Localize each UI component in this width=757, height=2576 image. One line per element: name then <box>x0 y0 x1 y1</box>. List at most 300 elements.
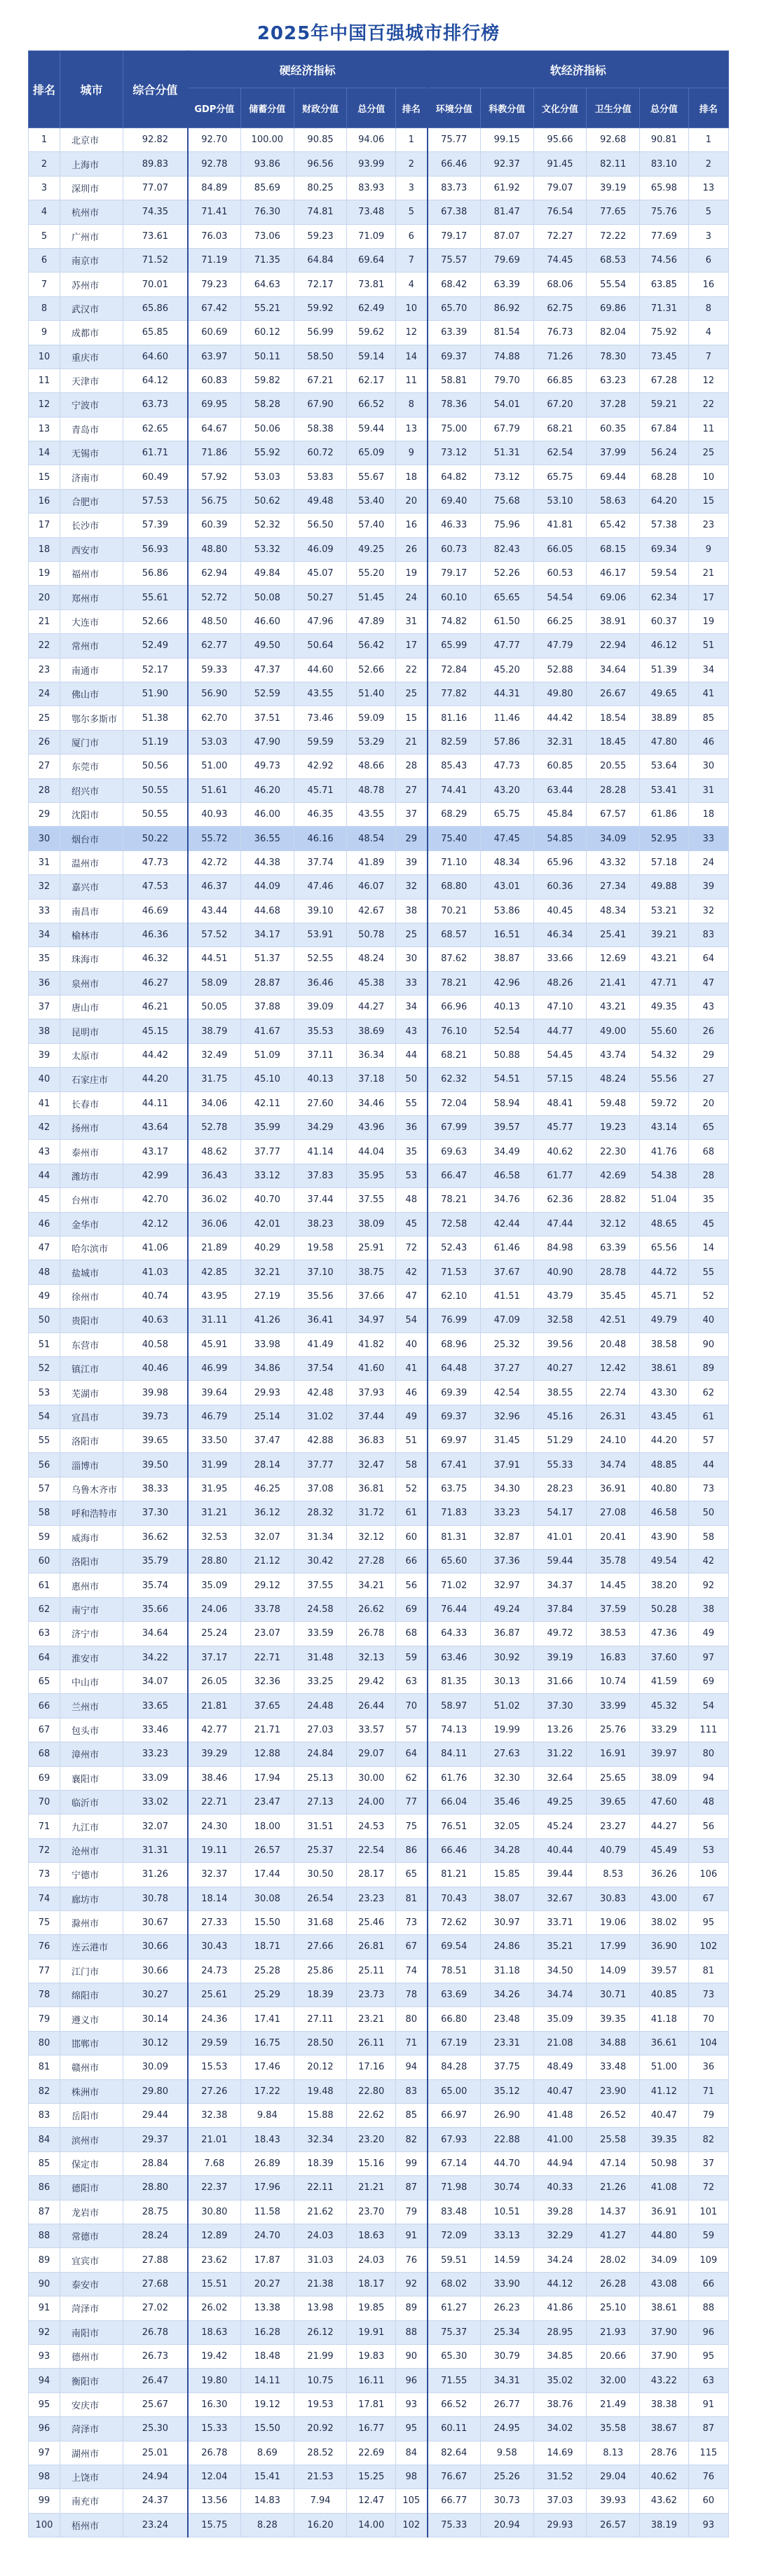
hard-rank-cell: 68 <box>396 1622 428 1646</box>
rank-cell: 13 <box>29 417 60 441</box>
header-science-edu: 科教分值 <box>480 88 533 128</box>
gdp-cell: 56.90 <box>188 682 241 705</box>
hard-rank-cell: 105 <box>396 2489 428 2513</box>
rank-cell: 6 <box>29 248 60 272</box>
finance-cell: 53.91 <box>294 923 347 946</box>
science-edu-cell: 79.69 <box>480 248 533 272</box>
rank-cell: 4 <box>29 200 60 224</box>
hard-total-cell: 37.18 <box>347 1068 396 1091</box>
table-row <box>29 1718 729 1742</box>
environment-cell: 74.13 <box>428 1718 481 1742</box>
savings-cell: 36.12 <box>240 1501 294 1525</box>
science-edu-cell: 54.51 <box>480 1068 533 1091</box>
rank-cell: 67 <box>29 1718 60 1742</box>
gdp-cell: 67.42 <box>188 296 241 320</box>
environment-cell: 75.00 <box>428 417 481 441</box>
culture-cell: 72.27 <box>533 224 587 248</box>
soft-total-cell: 67.28 <box>640 369 689 392</box>
soft-rank-cell: 20 <box>688 1091 728 1115</box>
hard-rank-cell: 61 <box>396 1501 428 1525</box>
finance-cell: 21.53 <box>294 2465 347 2488</box>
soft-rank-cell: 14 <box>688 1236 728 1260</box>
finance-cell: 45.07 <box>294 562 347 586</box>
science-edu-cell: 30.13 <box>480 1670 533 1694</box>
city-cell: 长沙市 <box>60 514 123 537</box>
rank-cell: 48 <box>29 1260 60 1284</box>
hard-total-cell: 22.54 <box>347 1838 396 1862</box>
hard-rank-cell: 27 <box>396 778 428 802</box>
savings-cell: 25.28 <box>240 1959 294 1983</box>
soft-rank-cell: 81 <box>688 1959 728 1983</box>
environment-cell: 81.16 <box>428 706 481 730</box>
total-cell: 34.64 <box>123 1622 188 1646</box>
savings-cell: 45.10 <box>240 1068 294 1091</box>
science-edu-cell: 99.15 <box>480 128 533 152</box>
culture-cell: 49.80 <box>533 682 587 705</box>
culture-cell: 79.07 <box>533 176 587 200</box>
health-cell: 19.23 <box>587 1116 640 1140</box>
total-cell: 92.82 <box>123 128 188 152</box>
health-cell: 12.42 <box>587 1356 640 1380</box>
culture-cell: 44.94 <box>533 2151 587 2175</box>
science-edu-cell: 33.23 <box>480 1501 533 1525</box>
hard-total-cell: 44.04 <box>347 1140 396 1164</box>
hard-total-cell: 24.00 <box>347 1790 396 1814</box>
city-cell: 中山市 <box>60 1670 123 1694</box>
finance-cell: 24.48 <box>294 1694 347 1718</box>
total-cell: 64.60 <box>123 345 188 369</box>
environment-cell: 84.11 <box>428 1742 481 1766</box>
soft-total-cell: 65.98 <box>640 176 689 200</box>
hard-rank-cell: 17 <box>396 634 428 658</box>
total-cell: 30.09 <box>123 2055 188 2079</box>
table-row <box>29 2151 729 2175</box>
finance-cell: 15.88 <box>294 2104 347 2128</box>
soft-total-cell: 59.72 <box>640 1091 689 1115</box>
hard-rank-cell: 3 <box>396 176 428 200</box>
soft-total-cell: 61.86 <box>640 802 689 826</box>
header-rank: 排名 <box>29 51 60 128</box>
soft-rank-cell: 42 <box>688 1550 728 1573</box>
soft-total-cell: 75.92 <box>640 321 689 345</box>
finance-cell: 24.58 <box>294 1597 347 1621</box>
health-cell: 29.04 <box>587 2465 640 2488</box>
science-edu-cell: 30.92 <box>480 1646 533 1669</box>
finance-cell: 74.81 <box>294 200 347 224</box>
hard-total-cell: 23.70 <box>347 2200 396 2224</box>
gdp-cell: 92.78 <box>188 152 241 176</box>
total-cell: 30.27 <box>123 1983 188 2007</box>
savings-cell: 37.88 <box>240 996 294 1019</box>
soft-rank-cell: 82 <box>688 2128 728 2151</box>
soft-rank-cell: 44 <box>688 1453 728 1477</box>
health-cell: 49.00 <box>587 1019 640 1043</box>
table-row <box>29 2296 729 2320</box>
total-cell: 40.63 <box>123 1309 188 1332</box>
finance-cell: 40.13 <box>294 1068 347 1091</box>
soft-rank-cell: 36 <box>688 2055 728 2079</box>
gdp-cell: 22.71 <box>188 1790 241 1814</box>
soft-rank-cell: 48 <box>688 1790 728 1814</box>
science-edu-cell: 87.07 <box>480 224 533 248</box>
finance-cell: 42.92 <box>294 755 347 778</box>
city-cell: 绍兴市 <box>60 778 123 802</box>
city-cell: 九江市 <box>60 1814 123 1838</box>
table-row <box>29 1019 729 1043</box>
hard-total-cell: 62.49 <box>347 296 396 320</box>
soft-total-cell: 38.02 <box>640 1910 689 1934</box>
science-edu-cell: 14.59 <box>480 2248 533 2272</box>
soft-rank-cell: 88 <box>688 2296 728 2320</box>
total-cell: 73.61 <box>123 224 188 248</box>
soft-rank-cell: 104 <box>688 2031 728 2055</box>
savings-cell: 17.41 <box>240 2007 294 2031</box>
environment-cell: 69.37 <box>428 345 481 369</box>
soft-total-cell: 49.54 <box>640 1550 689 1573</box>
rank-cell: 65 <box>29 1670 60 1694</box>
hard-total-cell: 71.09 <box>347 224 396 248</box>
city-cell: 济南市 <box>60 465 123 489</box>
soft-total-cell: 43.14 <box>640 1116 689 1140</box>
soft-rank-cell: 13 <box>688 176 728 200</box>
city-cell: 安庆市 <box>60 2392 123 2416</box>
health-cell: 39.19 <box>587 176 640 200</box>
finance-cell: 24.84 <box>294 1742 347 1766</box>
finance-cell: 43.55 <box>294 682 347 705</box>
environment-cell: 81.21 <box>428 1863 481 1887</box>
total-cell: 29.80 <box>123 2079 188 2103</box>
culture-cell: 52.88 <box>533 658 587 682</box>
savings-cell: 17.87 <box>240 2248 294 2272</box>
savings-cell: 18.00 <box>240 1814 294 1838</box>
hard-rank-cell: 89 <box>396 2296 428 2320</box>
culture-cell: 68.06 <box>533 273 587 296</box>
environment-cell: 75.37 <box>428 2320 481 2344</box>
soft-total-cell: 43.00 <box>640 1887 689 1910</box>
finance-cell: 21.99 <box>294 2344 347 2368</box>
health-cell: 28.02 <box>587 2248 640 2272</box>
gdp-cell: 7.68 <box>188 2151 241 2175</box>
finance-cell: 59.59 <box>294 730 347 754</box>
table-row <box>29 1405 729 1428</box>
header-health: 卫生分值 <box>587 88 640 128</box>
gdp-cell: 19.80 <box>188 2369 241 2392</box>
soft-rank-cell: 69 <box>688 1670 728 1694</box>
science-edu-cell: 82.43 <box>480 537 533 561</box>
city-cell: 嘉兴市 <box>60 875 123 899</box>
soft-rank-cell: 49 <box>688 1622 728 1646</box>
gdp-cell: 60.39 <box>188 514 241 537</box>
environment-cell: 71.98 <box>428 2176 481 2200</box>
soft-total-cell: 44.27 <box>640 1814 689 1838</box>
gdp-cell: 15.53 <box>188 2055 241 2079</box>
gdp-cell: 37.17 <box>188 1646 241 1669</box>
finance-cell: 46.16 <box>294 827 347 850</box>
soft-rank-cell: 9 <box>688 537 728 561</box>
total-cell: 26.78 <box>123 2320 188 2344</box>
culture-cell: 44.42 <box>533 706 587 730</box>
table-row <box>29 1260 729 1284</box>
city-cell: 镇江市 <box>60 1356 123 1380</box>
table-row <box>29 1790 729 1814</box>
culture-cell: 32.31 <box>533 730 587 754</box>
soft-rank-cell: 91 <box>688 2392 728 2416</box>
culture-cell: 61.77 <box>533 1164 587 1187</box>
table-row <box>29 1140 729 1164</box>
table-row <box>29 2224 729 2247</box>
gdp-cell: 59.33 <box>188 658 241 682</box>
gdp-cell: 71.41 <box>188 200 241 224</box>
health-cell: 47.14 <box>587 2151 640 2175</box>
rank-cell: 63 <box>29 1622 60 1646</box>
soft-rank-cell: 47 <box>688 971 728 995</box>
soft-total-cell: 38.61 <box>640 2296 689 2320</box>
total-cell: 52.66 <box>123 609 188 633</box>
total-cell: 43.17 <box>123 1140 188 1164</box>
hard-total-cell: 46.07 <box>347 875 396 899</box>
soft-total-cell: 53.21 <box>640 899 689 923</box>
gdp-cell: 58.09 <box>188 971 241 995</box>
environment-cell: 66.04 <box>428 1790 481 1814</box>
soft-total-cell: 41.12 <box>640 2079 689 2103</box>
health-cell: 35.78 <box>587 1550 640 1573</box>
finance-cell: 27.11 <box>294 2007 347 2031</box>
savings-cell: 27.19 <box>240 1284 294 1308</box>
finance-cell: 25.37 <box>294 1838 347 1862</box>
environment-cell: 77.82 <box>428 682 481 705</box>
city-cell: 包头市 <box>60 1718 123 1742</box>
hard-total-cell: 12.47 <box>347 2489 396 2513</box>
city-cell: 石家庄市 <box>60 1068 123 1091</box>
hard-rank-cell: 77 <box>396 1790 428 1814</box>
hard-total-cell: 55.67 <box>347 465 396 489</box>
soft-total-cell: 49.79 <box>640 1309 689 1332</box>
finance-cell: 35.53 <box>294 1019 347 1043</box>
science-edu-cell: 34.31 <box>480 2369 533 2392</box>
health-cell: 39.65 <box>587 1790 640 1814</box>
culture-cell: 31.66 <box>533 1670 587 1694</box>
environment-cell: 68.57 <box>428 923 481 946</box>
table-row <box>29 1188 729 1212</box>
soft-total-cell: 50.28 <box>640 1597 689 1621</box>
culture-cell: 65.96 <box>533 850 587 874</box>
soft-rank-cell: 27 <box>688 1068 728 1091</box>
table-row <box>29 1838 729 1862</box>
health-cell: 48.24 <box>587 1068 640 1091</box>
soft-rank-cell: 95 <box>688 2344 728 2368</box>
culture-cell: 60.85 <box>533 755 587 778</box>
rank-cell: 10 <box>29 345 60 369</box>
health-cell: 14.09 <box>587 1959 640 1983</box>
health-cell: 16.83 <box>587 1646 640 1669</box>
city-cell: 漳州市 <box>60 1742 123 1766</box>
culture-cell: 54.45 <box>533 1043 587 1067</box>
savings-cell: 37.51 <box>240 706 294 730</box>
health-cell: 55.54 <box>587 273 640 296</box>
city-cell: 东营市 <box>60 1332 123 1356</box>
science-edu-cell: 36.87 <box>480 1622 533 1646</box>
hard-rank-cell: 26 <box>396 537 428 561</box>
savings-cell: 49.84 <box>240 562 294 586</box>
city-cell: 南充市 <box>60 2489 123 2513</box>
science-edu-cell: 32.96 <box>480 1405 533 1428</box>
savings-cell: 34.86 <box>240 1356 294 1380</box>
environment-cell: 68.29 <box>428 802 481 826</box>
science-edu-cell: 30.74 <box>480 2176 533 2200</box>
table-row <box>29 1959 729 1983</box>
finance-cell: 50.27 <box>294 586 347 609</box>
total-cell: 57.53 <box>123 489 188 513</box>
finance-cell: 31.51 <box>294 1814 347 1838</box>
city-cell: 菏泽市 <box>60 2296 123 2320</box>
city-cell: 常州市 <box>60 634 123 658</box>
hard-total-cell: 56.42 <box>347 634 396 658</box>
hard-total-cell: 47.89 <box>347 609 396 633</box>
rank-cell: 51 <box>29 1332 60 1356</box>
hard-rank-cell: 72 <box>396 1236 428 1260</box>
hard-rank-cell: 102 <box>396 2513 428 2537</box>
table-row <box>29 537 729 561</box>
health-cell: 34.88 <box>587 2031 640 2055</box>
city-cell: 武汉市 <box>60 296 123 320</box>
soft-total-cell: 51.39 <box>640 658 689 682</box>
header-soft-total: 总分值 <box>640 88 689 128</box>
hard-rank-cell: 2 <box>396 152 428 176</box>
culture-cell: 39.44 <box>533 1863 587 1887</box>
science-edu-cell: 32.30 <box>480 1766 533 1790</box>
health-cell: 30.83 <box>587 1887 640 1910</box>
culture-cell: 39.28 <box>533 2200 587 2224</box>
hard-total-cell: 59.62 <box>347 321 396 345</box>
rank-cell: 37 <box>29 996 60 1019</box>
environment-cell: 76.99 <box>428 1309 481 1332</box>
hard-total-cell: 27.28 <box>347 1550 396 1573</box>
table-row <box>29 1573 729 1597</box>
culture-cell: 62.75 <box>533 296 587 320</box>
total-cell: 50.55 <box>123 802 188 826</box>
gdp-cell: 29.59 <box>188 2031 241 2055</box>
gdp-cell: 57.52 <box>188 923 241 946</box>
health-cell: 37.28 <box>587 393 640 417</box>
science-edu-cell: 44.31 <box>480 682 533 705</box>
health-cell: 37.99 <box>587 441 640 465</box>
finance-cell: 67.21 <box>294 369 347 392</box>
environment-cell: 69.97 <box>428 1429 481 1453</box>
rank-cell: 97 <box>29 2441 60 2465</box>
total-cell: 47.53 <box>123 875 188 899</box>
soft-total-cell: 38.09 <box>640 1766 689 1790</box>
rank-cell: 24 <box>29 682 60 705</box>
gdp-cell: 25.61 <box>188 1983 241 2007</box>
science-edu-cell: 37.27 <box>480 1356 533 1380</box>
rank-cell: 80 <box>29 2031 60 2055</box>
header-environment: 环境分值 <box>428 88 481 128</box>
savings-cell: 53.32 <box>240 537 294 561</box>
soft-total-cell: 57.38 <box>640 514 689 537</box>
soft-rank-cell: 70 <box>688 2007 728 2031</box>
rank-cell: 1 <box>29 128 60 152</box>
hard-total-cell: 37.55 <box>347 1188 396 1212</box>
finance-cell: 37.11 <box>294 1043 347 1067</box>
soft-rank-cell: 66 <box>688 2272 728 2296</box>
total-cell: 64.12 <box>123 369 188 392</box>
table-row <box>29 514 729 537</box>
finance-cell: 33.25 <box>294 1670 347 1694</box>
table-row <box>29 465 729 489</box>
city-cell: 连云港市 <box>60 1935 123 1959</box>
health-cell: 37.59 <box>587 1597 640 1621</box>
culture-cell: 38.55 <box>533 1381 587 1405</box>
gdp-cell: 51.61 <box>188 778 241 802</box>
finance-cell: 60.72 <box>294 441 347 465</box>
science-edu-cell: 75.96 <box>480 514 533 537</box>
health-cell: 33.99 <box>587 1694 640 1718</box>
finance-cell: 33.59 <box>294 1622 347 1646</box>
soft-total-cell: 43.21 <box>640 947 689 971</box>
rank-cell: 87 <box>29 2200 60 2224</box>
total-cell: 51.38 <box>123 706 188 730</box>
hard-rank-cell: 28 <box>396 755 428 778</box>
soft-rank-cell: 62 <box>688 1381 728 1405</box>
total-cell: 71.52 <box>123 248 188 272</box>
environment-cell: 68.02 <box>428 2272 481 2296</box>
city-cell: 鄂尔多斯市 <box>60 706 123 730</box>
savings-cell: 15.50 <box>240 2417 294 2441</box>
hard-rank-cell: 56 <box>396 1573 428 1597</box>
soft-rank-cell: 15 <box>688 489 728 513</box>
science-edu-cell: 32.05 <box>480 1814 533 1838</box>
culture-cell: 33.66 <box>533 947 587 971</box>
environment-cell: 46.33 <box>428 514 481 537</box>
table-row <box>29 224 729 248</box>
city-cell: 乌鲁木齐市 <box>60 1477 123 1501</box>
savings-cell: 32.36 <box>240 1670 294 1694</box>
soft-total-cell: 57.18 <box>640 850 689 874</box>
science-edu-cell: 45.20 <box>480 658 533 682</box>
city-cell: 济宁市 <box>60 1622 123 1646</box>
health-cell: 28.82 <box>587 1188 640 1212</box>
finance-cell: 47.96 <box>294 609 347 633</box>
hard-rank-cell: 12 <box>396 321 428 345</box>
science-edu-cell: 16.51 <box>480 923 533 946</box>
environment-cell: 64.33 <box>428 1622 481 1646</box>
hard-rank-cell: 5 <box>396 200 428 224</box>
hard-rank-cell: 54 <box>396 1309 428 1332</box>
environment-cell: 67.14 <box>428 2151 481 2175</box>
environment-cell: 76.44 <box>428 1597 481 1621</box>
total-cell: 62.65 <box>123 417 188 441</box>
culture-cell: 37.84 <box>533 1597 587 1621</box>
savings-cell: 18.43 <box>240 2128 294 2151</box>
environment-cell: 58.81 <box>428 369 481 392</box>
soft-rank-cell: 95 <box>688 1910 728 1934</box>
city-cell: 上海市 <box>60 152 123 176</box>
rank-cell: 2 <box>29 152 60 176</box>
savings-cell: 55.92 <box>240 441 294 465</box>
soft-total-cell: 71.31 <box>640 296 689 320</box>
table-row <box>29 176 729 200</box>
gdp-cell: 52.72 <box>188 586 241 609</box>
health-cell: 18.54 <box>587 706 640 730</box>
total-cell: 65.85 <box>123 321 188 345</box>
science-edu-cell: 48.34 <box>480 850 533 874</box>
rank-cell: 64 <box>29 1646 60 1669</box>
soft-rank-cell: 93 <box>688 2513 728 2537</box>
hard-rank-cell: 11 <box>396 369 428 392</box>
city-cell: 东莞市 <box>60 755 123 778</box>
health-cell: 20.66 <box>587 2344 640 2368</box>
soft-rank-cell: 64 <box>688 947 728 971</box>
